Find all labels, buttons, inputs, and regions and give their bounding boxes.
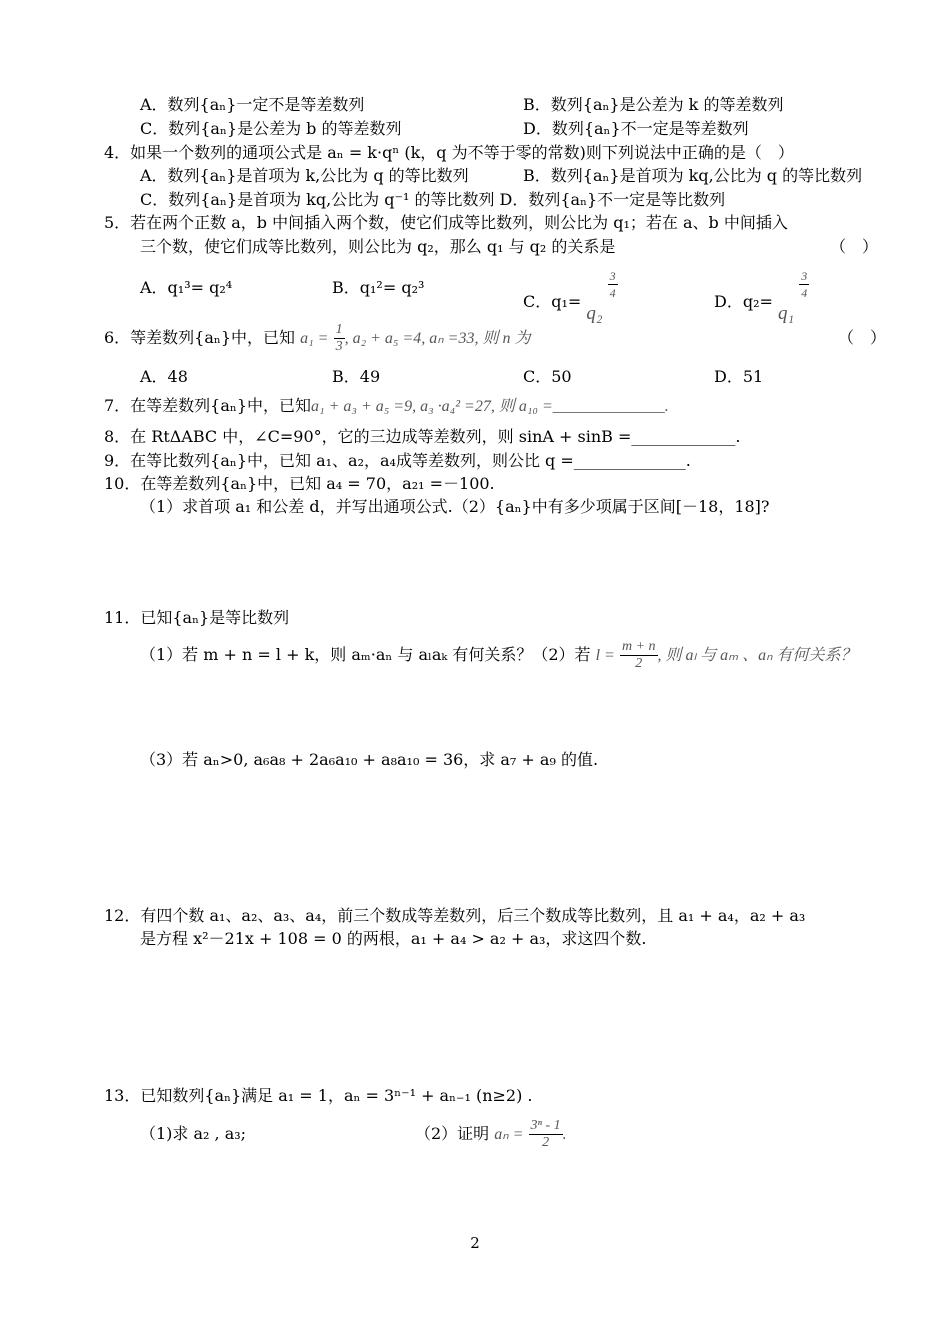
- question-11-part3: （3）若 aₙ>0, a₆a₈ + 2a₆a₁₀ + a₈a₁₀ = 36，求 a₇ + a₉ 的值.: [140, 750, 599, 769]
- option-3c: C．数列{aₙ}是公差为 b 的等差数列: [140, 119, 402, 138]
- option-5d: D．q₂= q₁ $\frac{3}{4}$: [714, 269, 808, 324]
- question-9: 9．在等比数列{aₙ}中，已知 a₁、a₂，a₄成等差数列，则公比 q =______________.: [104, 451, 691, 470]
- option-4a: A．数列{aₙ}是首项为 k,公比为 q 的等比数列: [140, 166, 469, 185]
- question-13: 13．已知数列{aₙ}满足 a₁ = 1，aₙ = 3ⁿ⁻¹ + aₙ₋₁ (n≥2) .: [104, 1086, 533, 1105]
- option-3a: A．数列{aₙ}一定不是等差数列: [140, 95, 365, 114]
- question-10: 10．在等差数列{aₙ}中，已知 a₄ = 70，a₂₁ =－100.: [104, 474, 495, 493]
- page-number: 2: [470, 1234, 480, 1252]
- question-5-line1: 5．若在两个正数 a，b 中间插入两个数，使它们成等比数列，则公比为 q₁；若在 a、b 中间插入: [104, 213, 788, 232]
- question-13-part1: （1)求 a₂ , a₃;: [140, 1124, 247, 1143]
- answer-bracket-5: （ ）: [830, 237, 879, 256]
- question-7: 7．在等差数列{aₙ}中，已知a₁ + a₃ + a₅ =9, a₃ ·a₄² =27, 则 a₁₀ =______________.: [104, 396, 669, 415]
- question-13-part2: （2）证明 aₙ = $\frac{\text{3ⁿ - 1}}{2}$ .: [415, 1118, 567, 1150]
- question-10-parts: （1）求首项 a₁ 和公差 d，并写出通项公式.（2）{aₙ}中有多少项属于区间[－18，18]?: [140, 497, 770, 516]
- question-6: 6．等差数列{aₙ}中，已知 a₁ = $\frac{1}{3}$ , a₂ + a₅ =4, aₙ =33, 则 n 为: [104, 322, 531, 354]
- question-12-line1: 12．有四个数 a₁、a₂、a₃、a₄，前三个数成等差数列，后三个数成等比数列，且 a₁ + a₄，a₂ + a₃: [104, 906, 806, 925]
- option-6c: C．50: [523, 367, 572, 386]
- option-6b: B．49: [332, 367, 381, 386]
- option-6a: A．48: [140, 367, 188, 386]
- answer-bracket-6: （ ）: [838, 328, 887, 347]
- question-5-line2: 三个数，使它们成等比数列，则公比为 q₂，那么 q₁ 与 q₂ 的关系是: [140, 237, 616, 256]
- question-12-line2: 是方程 x²－21x + 108 = 0 的两根，a₁ + a₄ > a₂ + a₃，求这四个数.: [140, 929, 647, 948]
- option-6d: D．51: [714, 367, 764, 386]
- question-8: 8．在 RtΔABC 中，∠C=90°，它的三边成等差数列，则 sinA + sinB =_____________.: [104, 427, 741, 446]
- option-4c-4d: C．数列{aₙ}是首项为 kq,公比为 q⁻¹ 的等比数列 D．数列{aₙ}不一定是等比数列: [140, 190, 726, 209]
- option-3b: B．数列{aₙ}是公差为 k 的等差数列: [523, 95, 784, 114]
- question-4: 4．如果一个数列的通项公式是 aₙ = k·qⁿ (k，q 为不等于零的常数)则下列说法中正确的是（ ）: [104, 143, 794, 162]
- option-5c: C．q₁= q₂ $\frac{3}{4}$: [523, 269, 616, 324]
- option-5a: A．q₁³= q₂⁴: [140, 278, 233, 297]
- option-4b: B．数列{aₙ}是首项为 kq,公比为 q 的等比数列: [523, 166, 863, 185]
- option-5b: B．q₁²= q₂³: [332, 278, 425, 297]
- question-11: 11．已知{aₙ}是等比数列: [104, 608, 290, 627]
- option-3d: D．数列{aₙ}不一定是等差数列: [523, 119, 749, 138]
- question-11-part1-2: （1）若 m + n = l + k，则 aₘ·aₙ 与 aₗaₖ 有何关系？（2）若 l = $\frac{m + n}{2}$ , 则 aₗ 与 aₘ 、aₙ 有何关系？: [140, 639, 857, 671]
